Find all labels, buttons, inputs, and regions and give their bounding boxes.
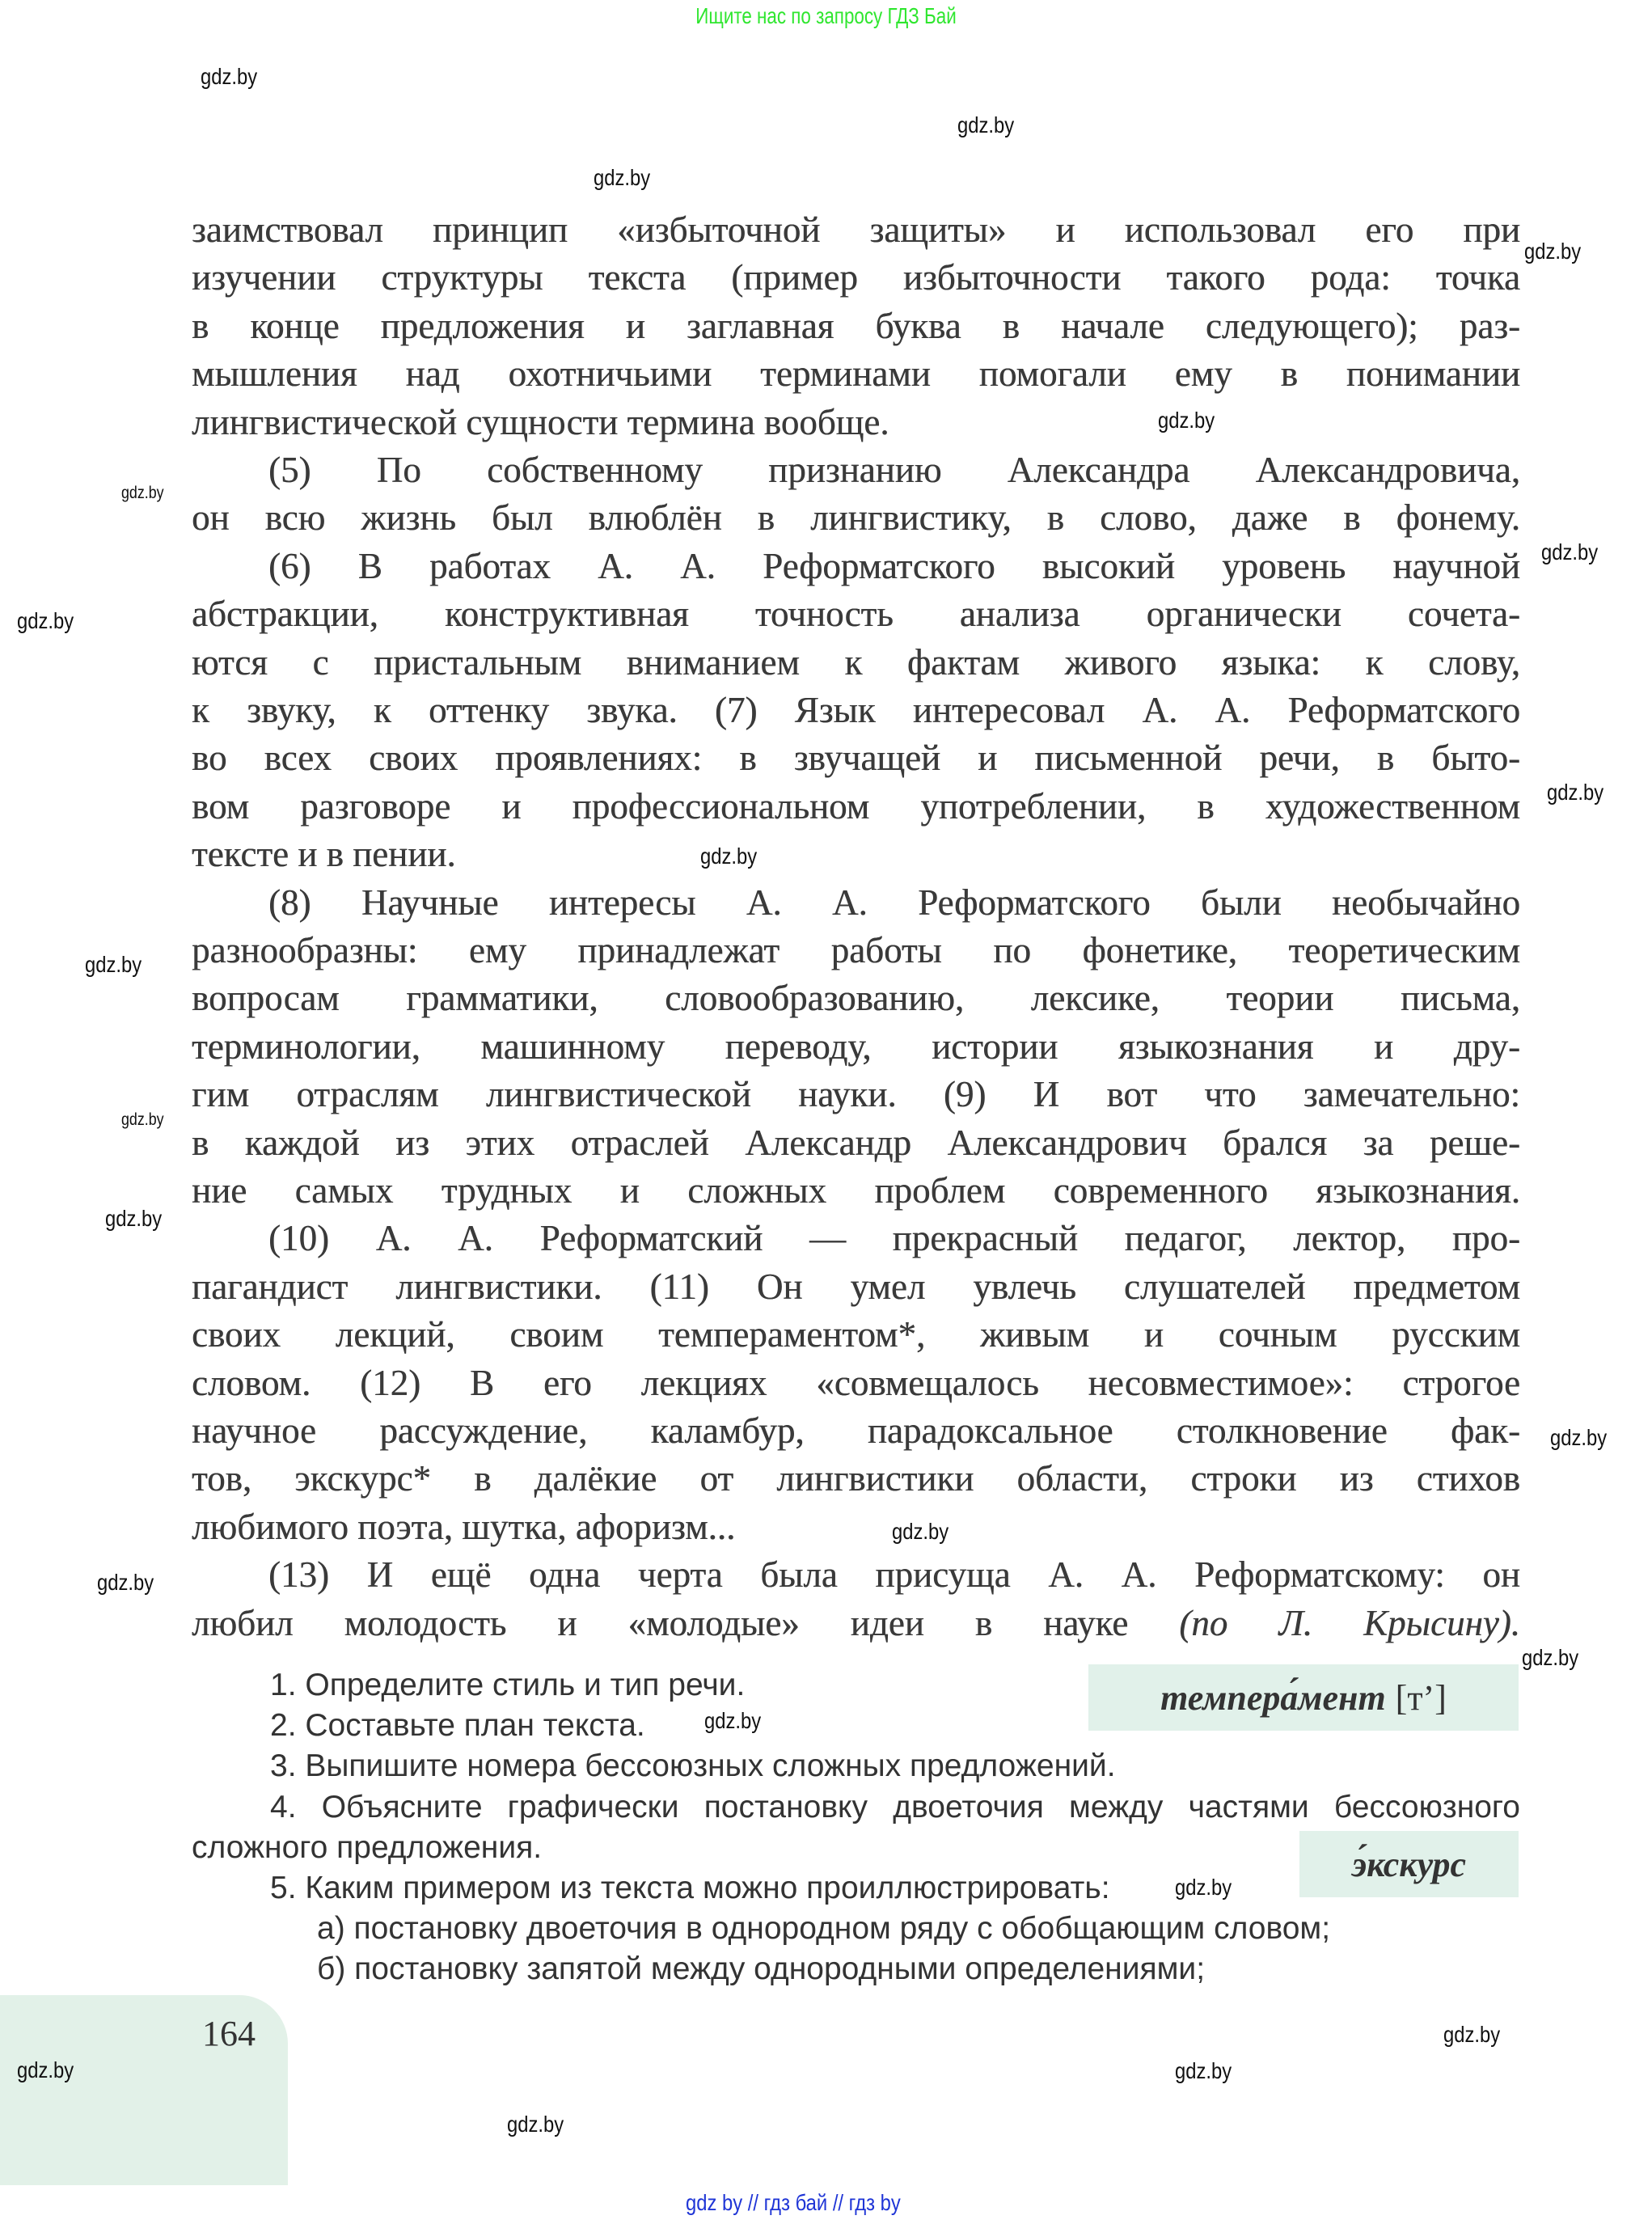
watermark: gdz.by [957,112,1015,137]
text-line [192,1359,1520,1407]
text-line-content: вом разговоре и профессиональном употреблении, в художественном [192,785,1520,827]
watermark: gdz.by [17,2057,74,2082]
watermark: gdz.by [1175,2058,1232,2083]
text-line [192,254,1520,302]
watermark: gdz.by [700,844,758,869]
text-line-content: любимого поэта, шутка, афоризм... [192,1506,736,1547]
watermark: gdz.by [1158,408,1215,433]
task-item: 5. Каким примером из текста можно проиллюстрировать: [270,1871,1110,1905]
watermark: gdz.by [1550,1425,1608,1450]
text-line-content: (10) А. А. Реформатский — прекрасный педагог, лектор, про- [268,1218,1520,1259]
text-line [192,639,1520,687]
task-item: 1. Определите стиль и тип речи. [270,1668,746,1702]
page-number-panel [0,1995,288,2185]
text-line-content: словом. (12) В его лекциях «совмещалось несовместимое»: строгое [192,1362,1520,1403]
watermark: gdz.by [1175,1875,1232,1900]
text-line [192,975,1520,1022]
promo-banner: Ищите нас по запросу ГДЗ Бай [695,3,957,28]
text-line [192,1023,1520,1071]
task-item: 4. Объясните графически постановку двоеточия между частями бессоюзного [270,1789,1520,1824]
vocab-box-temperament [1088,1664,1519,1731]
text-line [268,1551,1520,1599]
text-line [192,302,1520,350]
text-line-content: терминологии, машинному переводу, истории языкознания и дру- [192,1025,1520,1067]
text-line [192,590,1520,638]
text-line [192,1119,1520,1167]
task-item: сложного предложения. [192,1829,543,1865]
watermark: gdz.by [892,1519,949,1544]
text-line-content: своих лекций, своим темпераментом*, живым и сочным русским [192,1314,1520,1355]
task-item: 3. Выпишите номера бессоюзных сложных предложений. [270,1748,1116,1784]
text-line-content: заимствовал принцип «избыточной защиты» и использовал его при [192,209,1520,250]
text-line [192,350,1520,398]
text-line [192,783,1520,831]
watermark: gdz.by [17,608,74,633]
text-line [192,1503,1520,1551]
task-item: б) постановку запятой между однородными определениями; [317,1951,1206,1987]
text-line-content: (13) И ещё одна черта была присуща А. А. Реформатскому: он [268,1554,1520,1596]
text-line-content: (8) Научные интересы А. А. Реформатского были необычайно [268,882,1520,923]
footer-links[interactable]: gdz by // гдз бай // гдз by [686,2190,901,2215]
task-item: 2. Составьте план текста. [270,1708,645,1744]
text-line [192,399,1520,446]
text-line-content: лингвистической сущности термина вообще. [192,401,889,442]
page-number: 164 [202,2014,256,2053]
text-line-content: абстракции, конструктивная точность анализа органически сочета- [192,594,1520,635]
text-line-content: изучении структуры текста (пример избыточности такого рода: точка [192,257,1520,298]
text-line [192,927,1520,975]
text-line-content: к звуку, к оттенку звука. (7) Язык интересовал А. А. Реформатского [192,690,1520,730]
watermark: gdz.by [1547,780,1604,805]
vocab-box-ekskurs [1299,1831,1519,1897]
text-line [192,1263,1520,1311]
text-line-content: (6) В работах А. А. Реформатского высокий уровень научной [268,545,1520,586]
text-line [268,1215,1520,1262]
watermark: gdz.by [1522,1645,1579,1670]
watermark: gdz.by [201,64,258,89]
text-line-content: в каждой из этих отраслей Александр Александрович брался за реше- [192,1122,1520,1163]
watermark: gdz.by [1443,2022,1501,2047]
watermark: gdz.by [594,165,651,190]
text-line [268,543,1520,590]
text-line-content: во всех своих проявлениях: в звучащей и письменной речи, в быто- [192,738,1520,779]
text-line-content: тексте и в пении. [192,834,456,875]
text-line [192,206,1520,254]
text-line [192,1071,1520,1118]
text-line-content: пагандист лингвистики. (11) Он умел увлечь слушателей предметом [192,1266,1520,1307]
text-line-content: (5) По собственному признанию Александра Александровича, [268,450,1520,490]
watermark: gdz.by [507,2112,564,2137]
watermark: gdz.by [1524,239,1582,264]
text-line [268,446,1520,494]
text-line [192,687,1520,734]
text-line-content: научное рассуждение, каламбур, парадоксальное столкновение фак- [192,1410,1520,1451]
text-line-content: гим отраслям лингвистической науки. (9) И вот что замечательно: [192,1074,1520,1115]
watermark: gdz.by [704,1708,762,1733]
watermark: gdz.by [121,1110,164,1129]
text-line [192,1455,1520,1503]
watermark: gdz.by [1541,539,1599,564]
text-line-content: мышления над охотничьими терминами помогали ему в понимании [192,353,1520,395]
text-line-content: он всю жизнь был влюблён в лингвистику, в слово, даже в фонему. [192,497,1520,539]
text-line [192,831,1520,878]
text-line-content: ние самых трудных и сложных проблем современного языкознания. [192,1170,1520,1211]
vocab-word: темпера́мент [1160,1677,1386,1718]
watermark: gdz.by [105,1206,163,1231]
text-line [192,1407,1520,1455]
text-line-content: в конце предложения и заглавная буква в начале следующего); раз- [192,305,1520,346]
vocab-word: э́кскурс [1351,1844,1467,1884]
watermark: gdz.by [121,484,164,502]
text-line-content: разнообразны: ему принадлежат работы по фонетике, теоретическим [192,930,1520,970]
watermark: gdz.by [85,952,142,977]
text-line-content: любил молодость и «молодые» идеи в науке [192,1602,1129,1643]
source-citation: (по Л. Крысину). [1179,1602,1520,1643]
text-line [268,879,1520,927]
watermark: gdz.by [97,1570,154,1595]
text-line-content: тов, экскурс* в далёкие от лингвистики области, строки из стихов [192,1458,1520,1499]
text-line [192,1311,1520,1359]
text-line [192,1600,1520,1647]
text-line [192,494,1520,542]
text-line-content: ются с пристальным вниманием к фактам живого языка: к слову, [192,641,1520,683]
task-item: а) постановку двоеточия в однородном ряду с обобщающим словом; [317,1911,1331,1947]
vocab-transcription: [т’] [1395,1677,1447,1718]
text-line [192,734,1520,782]
text-line-content: вопросам грамматики, словообразованию, лексике, теории письма, [192,978,1520,1019]
text-line [192,1167,1520,1215]
